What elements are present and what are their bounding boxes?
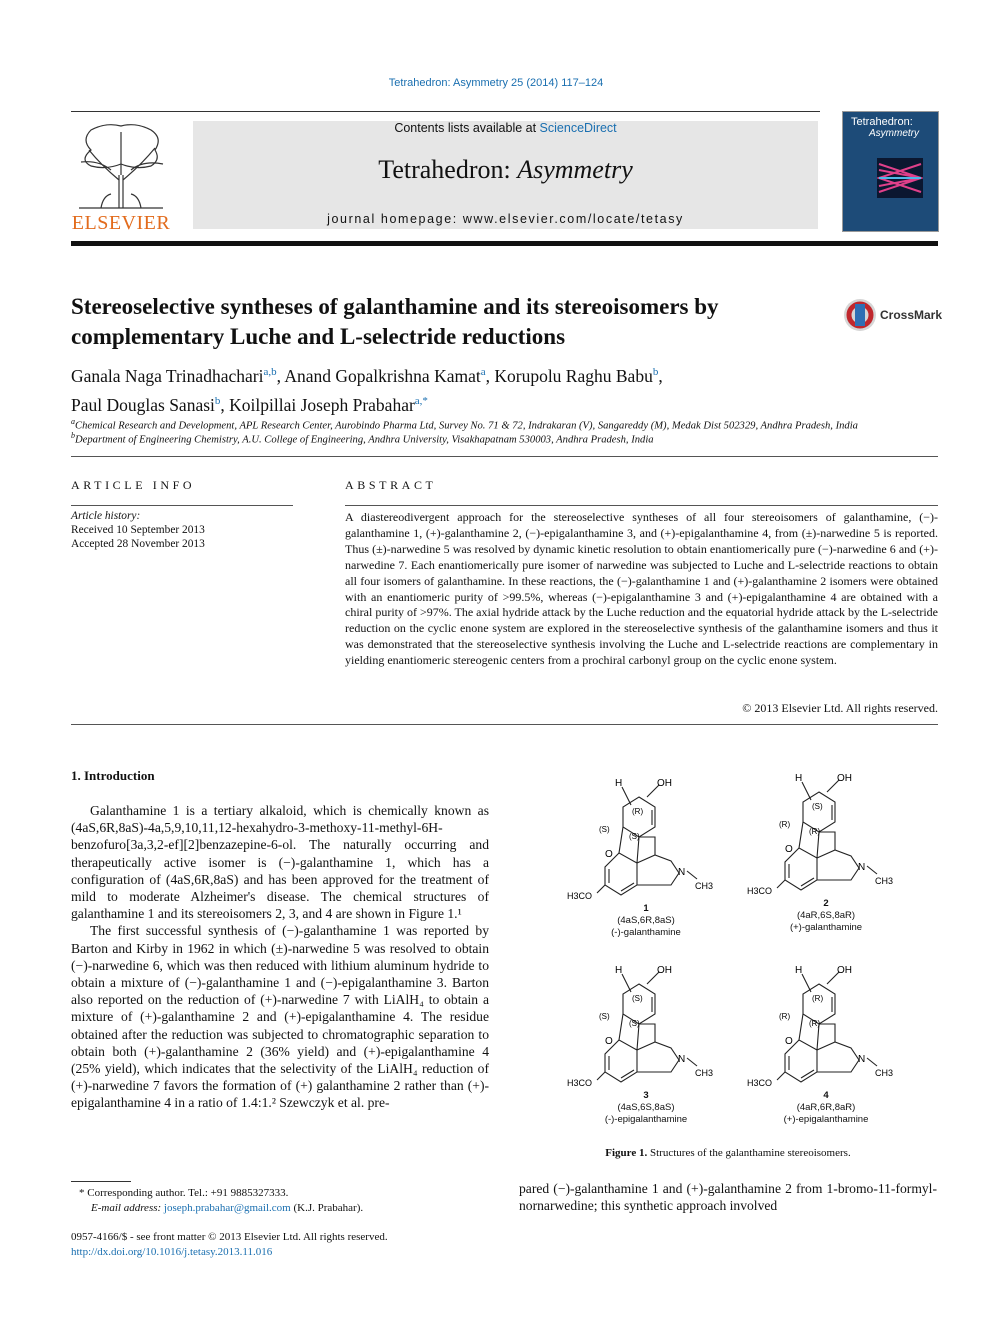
molecule-label <box>761 898 891 934</box>
atom-h-label: H <box>795 773 803 784</box>
atom-n-label: N <box>858 862 866 873</box>
intro-paragraph-1: Galanthamine 1 is a tertiary alkaloid, which is chemically known as (4aS,6R,8aS)-4a,5,9,10,11,12-hexahydro-3-methoxy-11-methyl-6H-benzofuro[3a,3,2-ef][2]benzazepine-6-ol. The naturally occurring and therapeutically active isomer is (−)-galanthamine 1, which has a configuration of (4aS,6R,8aS) and has been approved for the treatment of mild to moderate Alzheimer's disease. The chemical structures of galanthamine 1 and its stereoisomers 2, 3, and 4 are shown in Figure 1.¹ <box>71 803 489 922</box>
journal-citation[interactable]: Tetrahedron: Asymmetry 25 (2014) 117–124 <box>388 77 604 89</box>
molecule-config: (4aR,6R,8aR) <box>796 1102 856 1113</box>
atom-h3co-label: H3CO <box>747 886 773 896</box>
molecule-label <box>581 1090 711 1126</box>
footnote <box>71 1186 363 1216</box>
author-affil-mark[interactable]: a,b <box>263 366 277 378</box>
atom-h3co-label: H3CO <box>567 1078 593 1088</box>
cover-title-line2: Asymmetry <box>869 128 919 139</box>
author-line-1 <box>71 360 891 389</box>
atom-h3co-label: H3CO <box>747 1078 773 1088</box>
atom-o-label: O <box>605 1036 613 1047</box>
intro-paragraph-2: The first successful synthesis of (−)-galanthamine 1 was reported by Barton and Kirby in 1962 in which (±)-narwedine 5 was resolved to obtain (−)-narwedine 6, which was then reduced with lithium aluminum hydride to obtain a mixture of (−)-galanthamine 1 and (−)-epigalanthamine 3. Barton also reported on the reduction of (+)-narwedine 7 with LiAlH₄ to obtain a mixture of (+)-galanthamine 2 and (+)-epigalanthamine 4. The residue obtained after the reduction was subjected to chromatographic separation to obtain both (+)-galanthamine 2 (36% yield) and (+)-epigalanthamine 4 (25% yield), which indicates that the selectivity of the LiAlH₄ reduction of (+)-narwedine 7 favors the formation of (+) galanthamine 2 rather than (+)-epigalanthamine 4 in a ratio of 1.4:1.² Szewczyk et al. pre- <box>71 923 489 1111</box>
atom-ch3-label: CH3 <box>875 1068 894 1078</box>
affiliation-b <box>71 431 941 446</box>
figure-caption-label: Figure 1. <box>605 1147 648 1159</box>
author-name[interactable]: Koilpillai Joseph Prabahar <box>229 394 415 415</box>
atom-h3co-label: H3CO <box>567 891 593 901</box>
intro-column-2: pared (−)-galanthamine 1 and (+)-galanthamine 2 from 1-bromo-11-formyl-nornarwedine; this synthetic approach involved <box>519 1181 937 1214</box>
page-footer <box>71 1230 388 1260</box>
atom-o-label: O <box>785 844 793 855</box>
molecule-num: 1 <box>643 903 649 914</box>
molecule-name: (+)-galanthamine <box>789 922 863 933</box>
author-name[interactable]: Paul Douglas Sanasi <box>71 394 215 415</box>
author-affil-mark[interactable]: a,* <box>414 394 428 407</box>
atom-o-label: O <box>785 1036 793 1047</box>
stereo-label-1: (R) <box>632 807 644 816</box>
footnote-rule <box>71 1181 131 1182</box>
atom-h-label: H <box>795 965 803 976</box>
corresponding-author: * Corresponding author. Tel.: +91 9885327333. <box>79 1187 289 1199</box>
crossmark-badge[interactable] <box>843 298 943 332</box>
stereo-label-3: (S) <box>629 1019 640 1028</box>
stereo-label-2: (S) <box>599 1012 610 1021</box>
journal-title <box>193 155 818 185</box>
author-affil-mark[interactable]: a <box>480 366 486 378</box>
author-affil-mark[interactable]: b <box>652 366 659 378</box>
stereo-label-2: (R) <box>779 820 791 829</box>
atom-oh-label: OH <box>657 965 672 976</box>
author-sep: , <box>220 394 230 415</box>
molecule-name: (+)-epigalanthamine <box>783 1114 869 1125</box>
crossmark-label: CrossMark <box>880 308 943 322</box>
atom-ch3-label: CH3 <box>695 1068 714 1078</box>
stereo-label-2: (S) <box>599 825 610 834</box>
atom-n-label: N <box>858 1054 866 1065</box>
abstract-rule <box>345 505 938 506</box>
article-info-rule <box>71 505 293 506</box>
introduction-heading: 1. Introduction <box>71 768 155 783</box>
contents-line <box>193 121 818 135</box>
figure-1 <box>519 770 937 1140</box>
stereo-label-3: (R) <box>809 827 821 836</box>
figure-caption-text: Structures of the galanthamine stereoisomers. <box>647 1147 851 1159</box>
atom-o-label: O <box>605 849 613 860</box>
stereo-label-3: (S) <box>629 832 640 841</box>
journal-name-italic: Asymmetry <box>517 155 633 184</box>
author-name[interactable]: Korupolu Raghu Babu <box>494 365 653 386</box>
atom-oh-label: OH <box>657 778 672 789</box>
author-name[interactable]: Anand Gopalkrishna Kamat <box>284 365 481 386</box>
stereo-label-3: (R) <box>809 1019 821 1028</box>
stereo-label-1: (S) <box>632 994 643 1003</box>
header-thick-rule <box>71 241 938 246</box>
atom-ch3-label: CH3 <box>695 881 714 891</box>
molecule-2 <box>739 770 909 950</box>
author-sep: , <box>485 365 495 386</box>
stereo-label-2: (R) <box>779 1012 791 1021</box>
atom-h-label: H <box>615 778 623 789</box>
author-sep: , <box>276 365 285 386</box>
molecule-4 <box>739 962 909 1142</box>
affil-mark-b: b <box>71 431 75 440</box>
molecule-1 <box>559 775 729 955</box>
issn-line: 0957-4166/$ - see front matter © 2013 Elsevier Ltd. All rights reserved. <box>71 1231 388 1243</box>
author-affil-mark[interactable]: b <box>214 394 221 407</box>
stereo-label-1: (R) <box>812 994 824 1003</box>
intro-column-1 <box>71 802 489 1112</box>
molecule-num: 3 <box>643 1090 649 1101</box>
atom-oh-label: OH <box>837 773 852 784</box>
molecule-3 <box>559 962 729 1142</box>
history-label: Article history: <box>71 510 141 522</box>
molecule-name: (-)-epigalanthamine <box>604 1114 688 1125</box>
accepted-date: Accepted 28 November 2013 <box>71 538 205 550</box>
crossmark-icon <box>843 298 877 332</box>
journal-cover-image <box>842 111 939 232</box>
atom-oh-label: OH <box>837 965 852 976</box>
elsevier-wordmark: ELSEVIER <box>71 212 171 234</box>
cover-title <box>851 117 919 139</box>
molecule-num: 2 <box>823 898 829 909</box>
abstract-heading: ABSTRACT <box>345 478 437 492</box>
article-history <box>71 509 205 551</box>
abstract-copyright: © 2013 Elsevier Ltd. All rights reserved. <box>742 701 938 715</box>
author-sep: , <box>658 365 663 386</box>
sciencedirect-link[interactable]: ScienceDirect <box>539 121 617 135</box>
atom-h-label: H <box>615 965 623 976</box>
affil-a-text: Chemical Research and Development, APL Research Center, Aurobindo Pharma Ltd, Survey No. 71 & 72, Indrakaran (V), Sangareddy (M), Medak Dist 502329, Andhra Pradesh, India <box>75 420 858 432</box>
elsevier-tree-icon <box>71 120 171 212</box>
cover-art-icon <box>877 158 923 198</box>
author-name[interactable]: Ganala Naga Trinadhachari <box>71 365 264 386</box>
affiliation-a <box>71 417 941 432</box>
journal-name: Tetrahedron: <box>378 155 518 184</box>
molecule-config: (4aS,6R,8aS) <box>617 915 675 926</box>
molecule-num: 4 <box>823 1090 829 1101</box>
affiliation-rule <box>71 456 938 457</box>
affil-mark-a: a <box>71 417 75 426</box>
header-rule <box>71 111 820 112</box>
email-line <box>71 1201 363 1216</box>
cover-title-line1: Tetrahedron: <box>851 116 913 128</box>
article-info-heading: ARTICLE INFO <box>71 478 196 492</box>
figure-caption <box>519 1147 937 1159</box>
molecule-config: (4aS,6S,8aS) <box>617 1102 675 1113</box>
author-list <box>71 360 891 418</box>
received-date: Received 10 September 2013 <box>71 524 205 536</box>
journal-homepage[interactable]: journal homepage: www.elsevier.com/locate/tetasy <box>327 212 684 226</box>
email-label: E-mail address: <box>91 1202 164 1214</box>
doi-link[interactable]: http://dx.doi.org/10.1016/j.tetasy.2013.11.016 <box>71 1246 273 1258</box>
abstract-bottom-rule <box>71 724 938 725</box>
atom-n-label: N <box>678 1054 686 1065</box>
molecule-config: (4aR,6S,8aR) <box>796 910 856 921</box>
email-link[interactable]: joseph.prabahar@gmail.com <box>163 1202 291 1214</box>
atom-ch3-label: CH3 <box>875 876 894 886</box>
molecule-name: (-)-galanthamine <box>611 927 681 938</box>
article-title: Stereoselective syntheses of galanthamine and its stereoisomers by complementary Luche and L-selectride reductions <box>71 294 719 349</box>
abstract-text: A diastereodivergent approach for the stereoselective syntheses of all four stereoisomers of galanthamine, (−)-galanthamine 1, (+)-galanthamine 2, (−)-epigalanthamine 3, and (+)-epigalanthamine 4, from (±)-narwedine 5 is reported. Thus (±)-narwedine 5 was resolved by dynamic kinetic resolution to obtain enantiomerically pure (−)-narwedine 6 and (+)-narwedine 7. Each enantiomerically pure isomer of narwedine was subjected to Luche and L-selectride reactions to obtain all four isomers of galanthamine. In these reactions, the (−)-galanthamine 1 and (+)-galanthamine 2 isomers were obtained with an enantiomeric purity of >99.5%, whereas (−)-epigalanthamine 3 and (+)-epigalanthamine 4 are obtained with a chiral purity of >97%. The axial hydride attack by the Luche reduction and the equatorial hydride attack by the L-selectride reduction on the cyclic enone system are explored in the stereoselective synthesis of the galanthamine isomers and thus it was demonstrated that the stereoselective synthesis involving the Luche and L-selectride reactions are complementary in yielding enantiomeric stereogenic centers from a prochiral carbonyl group on the cyclic enone system. <box>345 510 938 668</box>
author-line-2 <box>71 389 891 418</box>
email-suffix: (K.J. Prabahar). <box>290 1202 364 1214</box>
contents-prefix: Contents lists available at <box>394 121 540 135</box>
molecule-label <box>761 1090 891 1126</box>
atom-n-label: N <box>678 867 686 878</box>
affil-b-text: Department of Engineering Chemistry, A.U. College of Engineering, Andhra University, Visakhapatnam 530003, Andhra Pradesh, India <box>75 434 654 446</box>
molecule-label <box>581 903 711 939</box>
elsevier-logo <box>71 120 171 232</box>
stereo-label-1: (S) <box>812 802 823 811</box>
